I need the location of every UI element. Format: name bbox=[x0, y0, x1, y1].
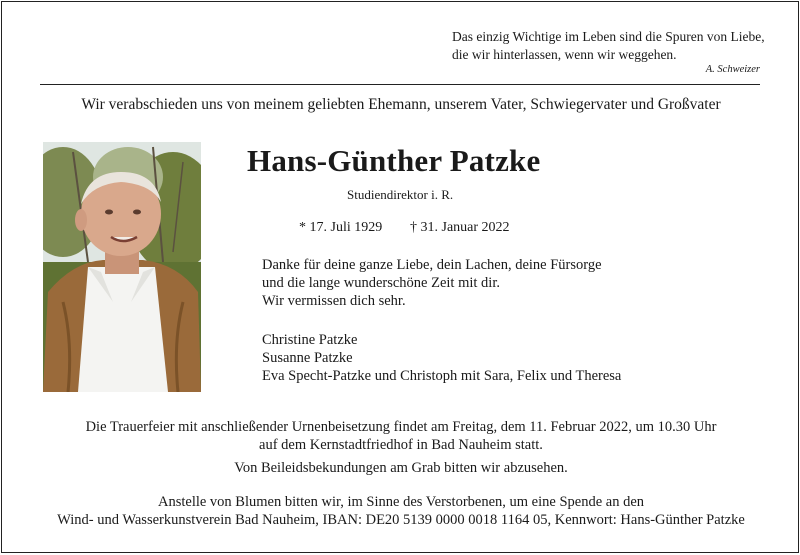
thanks-text bbox=[262, 256, 602, 310]
thanks-line: Wir vermissen dich sehr. bbox=[262, 293, 406, 309]
service-line: auf dem Kernstadtfriedhof in Bad Nauheim statt. bbox=[259, 437, 543, 453]
divider bbox=[40, 84, 760, 85]
service-info bbox=[2, 418, 800, 454]
family-member: Christine Patzke bbox=[262, 332, 358, 348]
thanks-line: und die lange wunderschöne Zeit mit dir. bbox=[262, 275, 500, 291]
quote-line: die wir hinterlassen, wenn wir weggehen. bbox=[452, 47, 677, 62]
family-list bbox=[262, 331, 621, 385]
donation-info bbox=[2, 493, 800, 529]
donation-line: Wind- und Wasserkunstverein Bad Nauheim, IBAN: DE20 5139 0000 0018 1164 05, Kennwort: Hans-Günther Patzke bbox=[57, 512, 745, 528]
intro-text: Wir verabschieden uns von meinem geliebten Ehemann, unserem Vater, Schwiegervater und Großvater bbox=[81, 96, 721, 113]
service-line: Die Trauerfeier mit anschließender Urnenbeisetzung findet am Freitag, dem 11. Februar 2022, um 10.30 Uhr bbox=[85, 419, 717, 435]
death-date: † 31. Januar 2022 bbox=[410, 220, 510, 235]
obituary-notice bbox=[1, 1, 799, 553]
quote-line: Das einzig Wichtige im Leben sind die Spuren von Liebe, bbox=[452, 29, 765, 44]
birth-date: * 17. Juli 1929 bbox=[299, 220, 383, 235]
quote-author: A. Schweizer bbox=[705, 64, 760, 75]
family-member: Eva Specht-Patzke und Christoph mit Sara, Felix und Theresa bbox=[262, 368, 622, 384]
deceased-name: Hans-Günther Patzke bbox=[247, 143, 541, 178]
donation-line: Anstelle von Blumen bitten wir, im Sinne des Verstorbenen, um eine Spende an den bbox=[157, 494, 645, 510]
portrait-photo bbox=[43, 142, 201, 392]
thanks-line: Danke für deine ganze Liebe, dein Lachen, deine Fürsorge bbox=[262, 257, 602, 273]
condolence-note: Von Beileidsbekundungen am Grab bitten wir abzusehen. bbox=[234, 460, 568, 476]
deceased-title: Studiendirektor i. R. bbox=[347, 187, 454, 202]
epigraph-quote bbox=[452, 28, 765, 64]
family-member: Susanne Patzke bbox=[262, 350, 353, 366]
